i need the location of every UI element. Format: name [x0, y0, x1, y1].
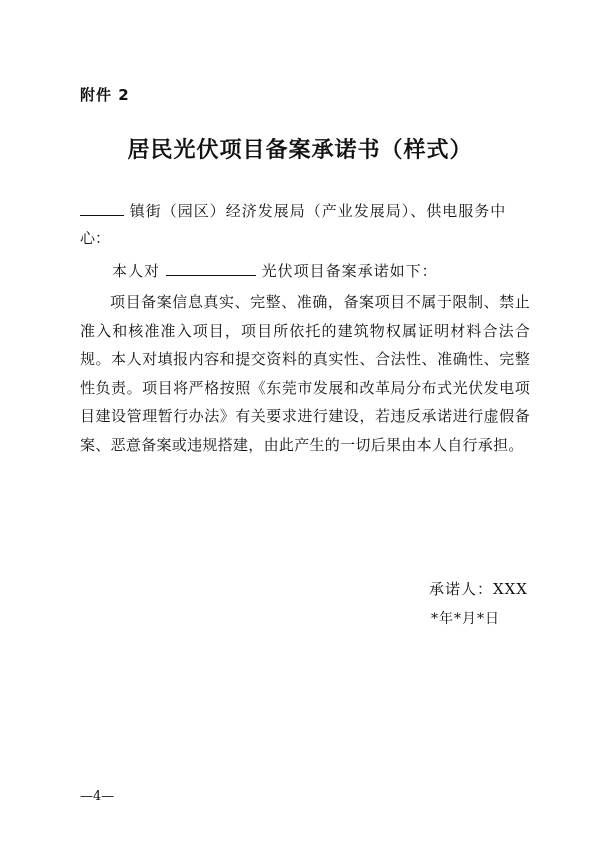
document-title: 居民光伏项目备案承诺书（样式） — [127, 138, 473, 163]
addressee-text: 镇街（园区）经济发展局（产业发展局）、供电服务中 — [129, 202, 507, 220]
project-name-blank — [166, 261, 256, 276]
page-number: —4— — [80, 789, 115, 804]
town-blank — [80, 201, 124, 216]
intro-line — [112, 261, 438, 281]
intro-prefix: 本人对 — [112, 262, 161, 280]
intro-suffix: 光伏项目备案承诺如下： — [261, 262, 438, 280]
addressee-continuation: 心： — [80, 229, 111, 247]
commitment-paragraph: 项目备案信息真实、完整、准确，备案项目不属于限制、禁止准入和核准准入项目，项目所依托的建筑物权属证明材料合法合规。本人对填报内容和提交资料的真实性、合法性、准确性、完整性负责。项目将严格按照《东莞市发展和改革局分布式光伏发电项目建设管理暂行办法》有关要求进行建设，若违反承诺进行虚假备案、恶意备案或违规搭建，由此产生的一切后果由本人自行承担。 — [80, 293, 530, 454]
date-line: *年*月*日 — [431, 611, 500, 627]
signature-line: 承诺人：XXX — [428, 580, 528, 598]
addressee-line — [80, 201, 506, 221]
attachment-label: 附件 2 — [80, 86, 130, 104]
